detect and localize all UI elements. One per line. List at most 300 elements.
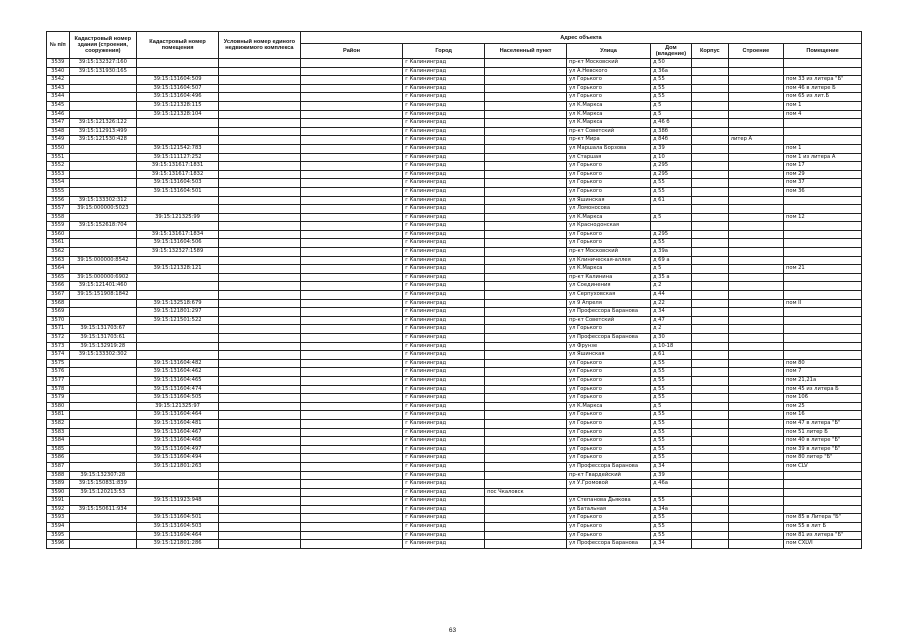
cell-room: пом 46 в литере Б — [784, 84, 862, 93]
cell-num: 3552 — [47, 162, 70, 171]
cell-cad-room: 39:15:131604:501 — [137, 187, 219, 196]
cell-korpus — [691, 419, 728, 428]
cell-num: 3566 — [47, 282, 70, 291]
cell-city: г Калининград — [403, 273, 485, 282]
cell-num: 3558 — [47, 213, 70, 222]
cell-house: д 39 — [650, 471, 691, 480]
cell-korpus — [691, 505, 728, 514]
cell-room: пом 47 в литера "Б" — [784, 419, 862, 428]
cell-cad-room: 39:15:111127:252 — [137, 153, 219, 162]
cell-cad-room — [137, 291, 219, 300]
cell-cad-room: 39:15:131604:496 — [137, 93, 219, 102]
cell-street: ул Горького — [567, 445, 651, 454]
cell-cad-building — [69, 101, 137, 110]
table-row — [47, 480, 862, 489]
table-header-row-1 — [47, 32, 862, 44]
cell-cad-room: 39:15:131617:1831 — [137, 162, 219, 171]
cell-cond-complex — [218, 59, 300, 68]
cell-korpus — [691, 342, 728, 351]
cell-settlement — [485, 196, 567, 205]
cell-settlement — [485, 540, 567, 549]
cell-region — [300, 273, 402, 282]
cell-street: ул Горького — [567, 454, 651, 463]
table-row — [47, 162, 862, 171]
cell-cad-building: 39:15:150831:839 — [69, 480, 137, 489]
table-row — [47, 101, 862, 110]
cell-building — [728, 153, 783, 162]
cell-room — [784, 497, 862, 506]
cell-building — [728, 376, 783, 385]
cell-house: д 35 а — [650, 273, 691, 282]
cell-korpus — [691, 84, 728, 93]
cell-num: 3578 — [47, 385, 70, 394]
cell-settlement — [485, 187, 567, 196]
cell-house: д 295 — [650, 230, 691, 239]
cell-street: ул Горького — [567, 437, 651, 446]
cell-room — [784, 308, 862, 317]
cell-cond-complex — [218, 282, 300, 291]
cell-region — [300, 454, 402, 463]
cell-building — [728, 523, 783, 532]
cell-settlement — [485, 394, 567, 403]
cell-cad-room: 39:15:121325:97 — [137, 402, 219, 411]
cell-korpus — [691, 67, 728, 76]
table-row — [47, 153, 862, 162]
cell-cad-building — [69, 230, 137, 239]
cell-city: г Калининград — [403, 162, 485, 171]
cell-room — [784, 480, 862, 489]
cell-settlement — [485, 179, 567, 188]
cell-cad-building — [69, 411, 137, 420]
cell-cad-room: 39:15:131604:464 — [137, 411, 219, 420]
cell-street: пр-кт Московский — [567, 248, 651, 257]
header-city: Город — [403, 44, 485, 59]
cell-cad-building — [69, 170, 137, 179]
cell-region — [300, 376, 402, 385]
cell-settlement — [485, 505, 567, 514]
table-row — [47, 273, 862, 282]
cell-room — [784, 59, 862, 68]
cell-korpus — [691, 162, 728, 171]
cell-cad-room: 39:15:131604:482 — [137, 359, 219, 368]
cell-city: г Калининград — [403, 76, 485, 85]
cell-house — [650, 488, 691, 497]
cell-region — [300, 334, 402, 343]
cell-cad-room: 39:15:131604:501 — [137, 514, 219, 523]
cell-settlement — [485, 213, 567, 222]
cell-cad-building: 39:15:112913:499 — [69, 127, 137, 136]
cell-cad-building: 39:15:000000:8542 — [69, 256, 137, 265]
cell-korpus — [691, 273, 728, 282]
cell-street: ул Горького — [567, 170, 651, 179]
header-settlement: Населенный пункт — [485, 44, 567, 59]
cell-korpus — [691, 256, 728, 265]
cell-building — [728, 265, 783, 274]
cell-cad-room — [137, 59, 219, 68]
cell-korpus — [691, 136, 728, 145]
cell-city: г Калининград — [403, 187, 485, 196]
cell-house: д 61 — [650, 351, 691, 360]
table-row — [47, 428, 862, 437]
cell-cond-complex — [218, 488, 300, 497]
cell-cond-complex — [218, 162, 300, 171]
cell-room: пом 1 из литера А — [784, 153, 862, 162]
cell-cad-building: 39:15:133302:302 — [69, 351, 137, 360]
table-row — [47, 187, 862, 196]
cell-house: д 55 — [650, 84, 691, 93]
cell-cond-complex — [218, 523, 300, 532]
cell-room: пом 106 — [784, 394, 862, 403]
cell-cad-room: 39:15:131617:1834 — [137, 230, 219, 239]
cell-street: ул К.Маркса — [567, 110, 651, 119]
cell-korpus — [691, 213, 728, 222]
cell-cad-room — [137, 119, 219, 128]
cell-num: 3553 — [47, 170, 70, 179]
cell-city: г Калининград — [403, 428, 485, 437]
cell-region — [300, 144, 402, 153]
cell-building — [728, 127, 783, 136]
cell-building — [728, 93, 783, 102]
cell-house: д 55 — [650, 411, 691, 420]
cell-room: пом 29 — [784, 170, 862, 179]
cell-street: ул Горького — [567, 359, 651, 368]
cell-room: пом 85 в Литера "Б" — [784, 514, 862, 523]
cell-city: г Калининград — [403, 144, 485, 153]
table-row — [47, 368, 862, 377]
cell-city: г Калининград — [403, 480, 485, 489]
header-cond-complex: Условный номер единого недвижимого комплекса — [218, 32, 300, 59]
cell-cond-complex — [218, 273, 300, 282]
cell-cond-complex — [218, 299, 300, 308]
table-row — [47, 93, 862, 102]
cell-cond-complex — [218, 256, 300, 265]
cell-city: г Калининград — [403, 471, 485, 480]
cell-house: д 47 — [650, 316, 691, 325]
cell-cond-complex — [218, 540, 300, 549]
table-row — [47, 411, 862, 420]
cell-num: 3573 — [47, 342, 70, 351]
cell-building — [728, 411, 783, 420]
cell-cad-building: 39:15:120213:53 — [69, 488, 137, 497]
cell-city: г Калининград — [403, 110, 485, 119]
cell-cad-room: 39:15:131604:503 — [137, 179, 219, 188]
cell-city: г Калининград — [403, 334, 485, 343]
cell-num: 3554 — [47, 179, 70, 188]
cell-region — [300, 445, 402, 454]
cell-cad-building — [69, 454, 137, 463]
cell-house: д 55 — [650, 359, 691, 368]
cell-korpus — [691, 222, 728, 231]
cell-street: ул Горького — [567, 394, 651, 403]
cell-korpus — [691, 59, 728, 68]
cell-korpus — [691, 325, 728, 334]
cell-city: г Калининград — [403, 540, 485, 549]
cell-street: ул Клиническая-аллея — [567, 256, 651, 265]
cell-num: 3580 — [47, 402, 70, 411]
cell-room: пом 4 — [784, 110, 862, 119]
cell-korpus — [691, 394, 728, 403]
cell-cad-building — [69, 462, 137, 471]
cell-num: 3572 — [47, 334, 70, 343]
cell-room: пом 39 в литере "Б" — [784, 445, 862, 454]
cell-cad-building — [69, 153, 137, 162]
cell-num: 3556 — [47, 196, 70, 205]
cell-cad-building — [69, 84, 137, 93]
cell-region — [300, 437, 402, 446]
cell-korpus — [691, 187, 728, 196]
table-row — [47, 308, 862, 317]
cell-street: ул Горького — [567, 523, 651, 532]
cell-city: г Калининград — [403, 411, 485, 420]
cell-num: 3595 — [47, 531, 70, 540]
table-row — [47, 222, 862, 231]
cell-cad-room: 39:15:121328:104 — [137, 110, 219, 119]
cell-cond-complex — [218, 187, 300, 196]
cell-city: г Калининград — [403, 359, 485, 368]
cell-street: ул Горького — [567, 385, 651, 394]
cell-building — [728, 119, 783, 128]
cell-num: 3579 — [47, 394, 70, 403]
cell-city: г Калининград — [403, 531, 485, 540]
cell-cad-building — [69, 213, 137, 222]
cell-room — [784, 471, 862, 480]
cell-settlement — [485, 119, 567, 128]
cell-cond-complex — [218, 316, 300, 325]
cell-settlement — [485, 531, 567, 540]
cell-building — [728, 299, 783, 308]
cell-num: 3593 — [47, 514, 70, 523]
cell-street: пр-кт Московский — [567, 59, 651, 68]
cell-korpus — [691, 351, 728, 360]
cell-street: ул Маршала Борзова — [567, 144, 651, 153]
cell-cad-room: 39:15:131604:494 — [137, 454, 219, 463]
cell-house: д 55 — [650, 93, 691, 102]
cell-city: г Калининград — [403, 308, 485, 317]
cell-building — [728, 325, 783, 334]
cell-house: д 55 — [650, 394, 691, 403]
cell-cad-room — [137, 471, 219, 480]
cell-num: 3576 — [47, 368, 70, 377]
table-row — [47, 67, 862, 76]
cell-city: г Калининград — [403, 67, 485, 76]
cell-num: 3588 — [47, 471, 70, 480]
cell-house: д 55 — [650, 437, 691, 446]
cell-city: г Калининград — [403, 316, 485, 325]
cell-cad-room: 39:15:131604:474 — [137, 385, 219, 394]
cell-city: г Калининград — [403, 505, 485, 514]
cell-city: г Калининград — [403, 84, 485, 93]
cell-building — [728, 239, 783, 248]
cell-cond-complex — [218, 505, 300, 514]
cell-korpus — [691, 110, 728, 119]
cell-settlement — [485, 308, 567, 317]
cell-city: г Калининград — [403, 170, 485, 179]
cell-street: ул Старшая — [567, 153, 651, 162]
cell-house: д 30 — [650, 334, 691, 343]
table-row — [47, 196, 862, 205]
cell-city: г Калининград — [403, 205, 485, 214]
cell-cad-room — [137, 67, 219, 76]
cell-region — [300, 299, 402, 308]
cell-cad-room: 39:15:121501:522 — [137, 316, 219, 325]
cell-cad-room: 39:15:121801:263 — [137, 462, 219, 471]
cell-cad-room — [137, 505, 219, 514]
cell-city: г Калининград — [403, 230, 485, 239]
cell-settlement — [485, 445, 567, 454]
cell-cad-building — [69, 239, 137, 248]
cell-cad-building — [69, 76, 137, 85]
cell-street: ул Профессора Баранова — [567, 334, 651, 343]
cell-cad-room: 39:15:121325:99 — [137, 213, 219, 222]
cell-korpus — [691, 471, 728, 480]
cell-region — [300, 351, 402, 360]
cell-settlement — [485, 282, 567, 291]
cell-korpus — [691, 411, 728, 420]
cell-region — [300, 471, 402, 480]
cell-settlement — [485, 385, 567, 394]
cell-region — [300, 325, 402, 334]
cell-building — [728, 462, 783, 471]
cell-street: ул Серпуховская — [567, 291, 651, 300]
cell-settlement — [485, 454, 567, 463]
table-row — [47, 514, 862, 523]
cell-street: ул Профессора Баранова — [567, 540, 651, 549]
cell-korpus — [691, 531, 728, 540]
cell-cad-room: 39:15:131617:1832 — [137, 170, 219, 179]
cell-cad-building: 39:15:133302:312 — [69, 196, 137, 205]
cell-cond-complex — [218, 471, 300, 480]
cell-building — [728, 368, 783, 377]
cell-region — [300, 230, 402, 239]
cell-settlement — [485, 325, 567, 334]
cell-street: ул К.Маркса — [567, 265, 651, 274]
cell-building — [728, 213, 783, 222]
cell-city: г Калининград — [403, 265, 485, 274]
table-row — [47, 351, 862, 360]
cell-street: ул Горького — [567, 93, 651, 102]
cell-cad-room: 39:15:131604:481 — [137, 419, 219, 428]
cell-region — [300, 213, 402, 222]
cell-room — [784, 196, 862, 205]
cell-cad-building: 39:15:151908:1842 — [69, 291, 137, 300]
cell-cond-complex — [218, 213, 300, 222]
cell-korpus — [691, 437, 728, 446]
cell-cad-building — [69, 265, 137, 274]
cell-cad-room: 39:15:121328:121 — [137, 265, 219, 274]
cell-city: г Калининград — [403, 282, 485, 291]
cell-house: д 55 — [650, 368, 691, 377]
cell-korpus — [691, 205, 728, 214]
cell-region — [300, 342, 402, 351]
cell-house: д 295 — [650, 162, 691, 171]
cell-korpus — [691, 239, 728, 248]
cell-cond-complex — [218, 394, 300, 403]
cell-cad-room: 39:15:131604:462 — [137, 368, 219, 377]
cell-street: пр-кт Советский — [567, 127, 651, 136]
cell-cad-building — [69, 402, 137, 411]
cell-settlement — [485, 230, 567, 239]
cell-cad-building — [69, 445, 137, 454]
cell-cond-complex — [218, 368, 300, 377]
cell-region — [300, 248, 402, 257]
cell-building — [728, 419, 783, 428]
cell-street: ул К.Маркса — [567, 101, 651, 110]
cell-settlement — [485, 402, 567, 411]
cell-settlement — [485, 248, 567, 257]
cell-cad-building: 39:15:132919:28 — [69, 342, 137, 351]
cell-korpus — [691, 196, 728, 205]
cell-building — [728, 531, 783, 540]
cell-building — [728, 514, 783, 523]
cell-city: г Калининград — [403, 93, 485, 102]
cell-korpus — [691, 248, 728, 257]
cell-cad-building — [69, 144, 137, 153]
cell-street: ул Степанова Дьякова — [567, 497, 651, 506]
cell-room — [784, 342, 862, 351]
cell-city: г Калининград — [403, 291, 485, 300]
cell-cond-complex — [218, 179, 300, 188]
cell-house: д 36а — [650, 67, 691, 76]
cell-cad-room — [137, 196, 219, 205]
cell-cond-complex — [218, 136, 300, 145]
cell-building — [728, 101, 783, 110]
header-building: Строение — [728, 44, 783, 59]
cell-room — [784, 291, 862, 300]
cell-building — [728, 402, 783, 411]
cell-cad-building — [69, 316, 137, 325]
cell-room: пом 51 литер Б — [784, 428, 862, 437]
cell-korpus — [691, 523, 728, 532]
cell-settlement — [485, 170, 567, 179]
cell-region — [300, 179, 402, 188]
cell-street: ул Батальная — [567, 505, 651, 514]
cell-cond-complex — [218, 93, 300, 102]
cell-region — [300, 419, 402, 428]
cell-street: ул Соединения — [567, 282, 651, 291]
cell-room: пом CLV — [784, 462, 862, 471]
cell-region — [300, 497, 402, 506]
cell-settlement — [485, 462, 567, 471]
cell-cad-building: 39:15:131703:61 — [69, 334, 137, 343]
cell-settlement — [485, 437, 567, 446]
cell-settlement — [485, 523, 567, 532]
cell-room — [784, 273, 862, 282]
cell-street: ул Горького — [567, 76, 651, 85]
cell-korpus — [691, 376, 728, 385]
cell-cad-building — [69, 162, 137, 171]
cell-house: д 5 — [650, 265, 691, 274]
cell-building — [728, 480, 783, 489]
cell-room — [784, 488, 862, 497]
table-row — [47, 376, 862, 385]
cell-num: 3582 — [47, 419, 70, 428]
cell-street: ул Горького — [567, 230, 651, 239]
cell-house: д 295 — [650, 170, 691, 179]
cell-city: г Калининград — [403, 351, 485, 360]
cell-num: 3564 — [47, 265, 70, 274]
cell-room: пом 80 — [784, 359, 862, 368]
cell-street: ул К.Маркса — [567, 213, 651, 222]
cell-room — [784, 230, 862, 239]
cell-house: д 34 — [650, 540, 691, 549]
cell-room: пом 25 — [784, 402, 862, 411]
cell-city: г Калининград — [403, 523, 485, 532]
cell-street: пр-кт Мира — [567, 136, 651, 145]
cell-street: ул Горького — [567, 531, 651, 540]
cell-house: д 55 — [650, 419, 691, 428]
cell-settlement — [485, 471, 567, 480]
header-cad-building: Кадастровый номер здания (строения, сооружения) — [69, 32, 137, 59]
